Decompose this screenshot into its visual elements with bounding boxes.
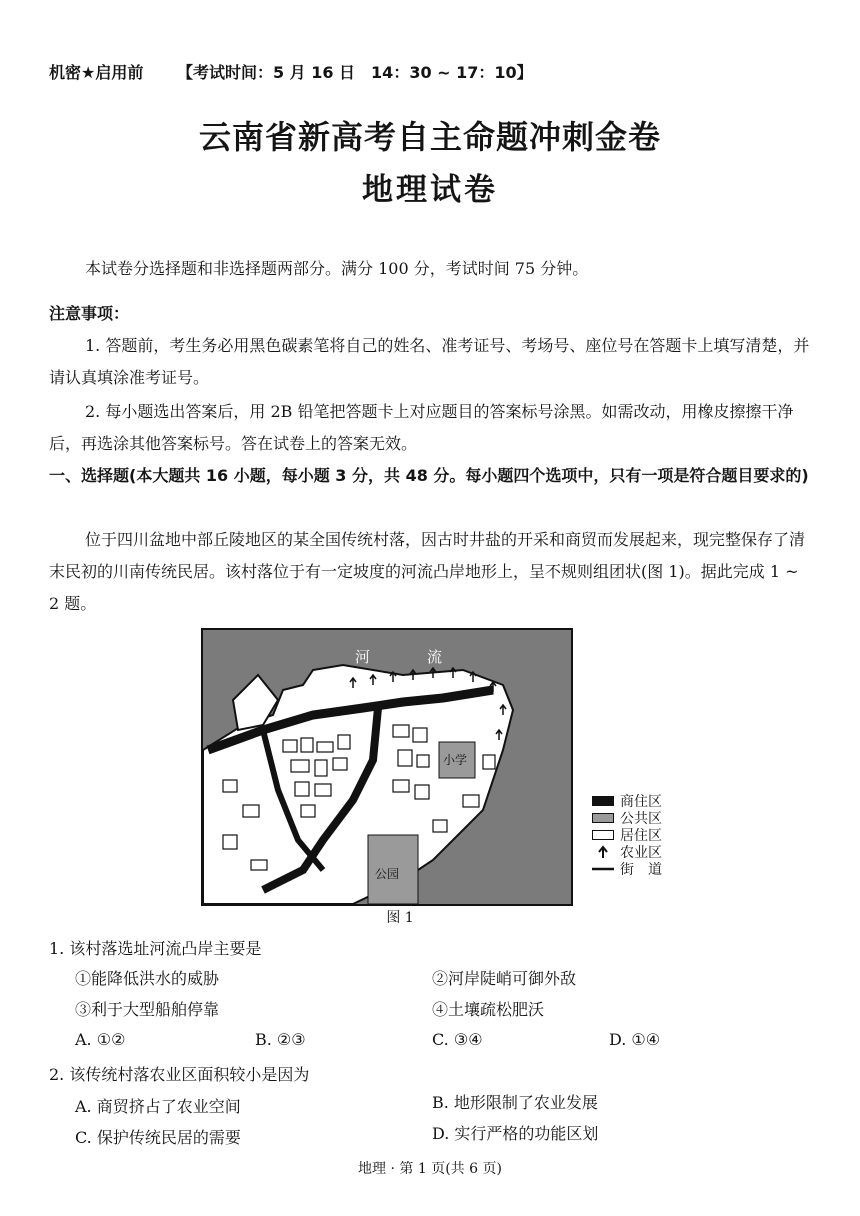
q2-option-a: A. 商贸挤占了农业空间: [75, 1097, 241, 1116]
notes-heading: 注意事项：: [49, 304, 130, 323]
map-legend: [592, 792, 662, 877]
intro-text: 本试卷分选择题和非选择题两部分。满分 100 分，考试时间 75 分钟。: [85, 259, 589, 278]
legend-residential: 居住区: [592, 826, 662, 843]
legend-agriculture: 农业区: [592, 843, 662, 860]
header-line: [49, 60, 561, 83]
q1-option-b: B. ②③: [255, 1030, 306, 1049]
question-2-stem: 2. 该传统村落农业区面积较小是因为: [49, 1065, 310, 1084]
section-heading: 一、选择题(本大题共 16 小题，每小题 3 分，共 48 分。每小题四个选项中，只有一项是符合题目要求的): [49, 466, 809, 485]
q1-option-c: C. ③④: [432, 1030, 483, 1049]
note-item-1: 1. 答题前，考生务必用黑色碳素笔将自己的姓名、准考证号、考场号、座位号在答题卡上填写清楚，并请认真填涂准考证号。: [49, 336, 810, 387]
river-label-2: 流: [427, 648, 443, 666]
q1-statement-1: ①能降低洪水的威胁: [75, 969, 220, 988]
legend-commercial: 商住区: [592, 792, 662, 809]
legend-swatch-residential: [592, 830, 614, 840]
village-map-figure: [201, 628, 573, 906]
q2-option-c: C. 保护传统民居的需要: [75, 1128, 241, 1147]
village-map: [203, 630, 571, 904]
paper-subject: 地理试卷: [362, 172, 498, 208]
note-item-2: 2. 每小题选出答案后，用 2B 铅笔把答题卡上对应题目的答案标号涂黑。如需改动，用橡皮擦擦干净后，再选涂其他答案标号。答在试卷上的答案无效。: [49, 402, 794, 453]
q1-option-a: A. ①②: [75, 1030, 126, 1049]
legend-swatch-commercial: [592, 796, 614, 806]
park-label: 公园: [375, 867, 400, 881]
paper-title: 云南省新高考自主命题冲刺金卷: [198, 118, 661, 156]
q2-option-d: D. 实行严格的功能区划: [432, 1124, 599, 1143]
page-footer: 地理 · 第 1 页(共 6 页): [358, 1161, 502, 1177]
legend-street: 街 道: [592, 860, 662, 877]
legend-swatch-public: [592, 813, 614, 823]
q1-statement-2: ②河岸陡峭可御外敌: [432, 969, 577, 988]
section-passage: 位于四川盆地中部丘陵地区的某全国传统村落，因古时井盐的开采和商贸而发展起来，现完整保存了清末民初的川南传统民居。该村落位于有一定坡度的河流凸岸地形上，呈不规则组团状(图 1)。据此完成 1 ~ 2 题。: [49, 530, 806, 613]
q1-option-d: D. ①④: [609, 1030, 661, 1049]
river-label-1: 河: [355, 648, 371, 666]
school-label: 小学: [443, 753, 468, 767]
legend-public: 公共区: [592, 809, 662, 826]
q1-statement-4: ④土壤疏松肥沃: [432, 1000, 545, 1019]
street-line-icon: [592, 862, 614, 876]
confidential-label: 机密★启用前: [49, 63, 144, 82]
question-1-stem: 1. 该村落选址河流凸岸主要是: [49, 939, 262, 958]
agriculture-icon: [592, 845, 614, 859]
q1-statement-3: ③利于大型船舶停靠: [75, 1000, 220, 1019]
figure-caption: 图 1: [386, 910, 414, 926]
q2-option-b: B. 地形限制了农业发展: [432, 1093, 598, 1112]
exam-time: 【考试时间：5 月 16 日 14：30 ~ 17：10】: [176, 63, 533, 82]
